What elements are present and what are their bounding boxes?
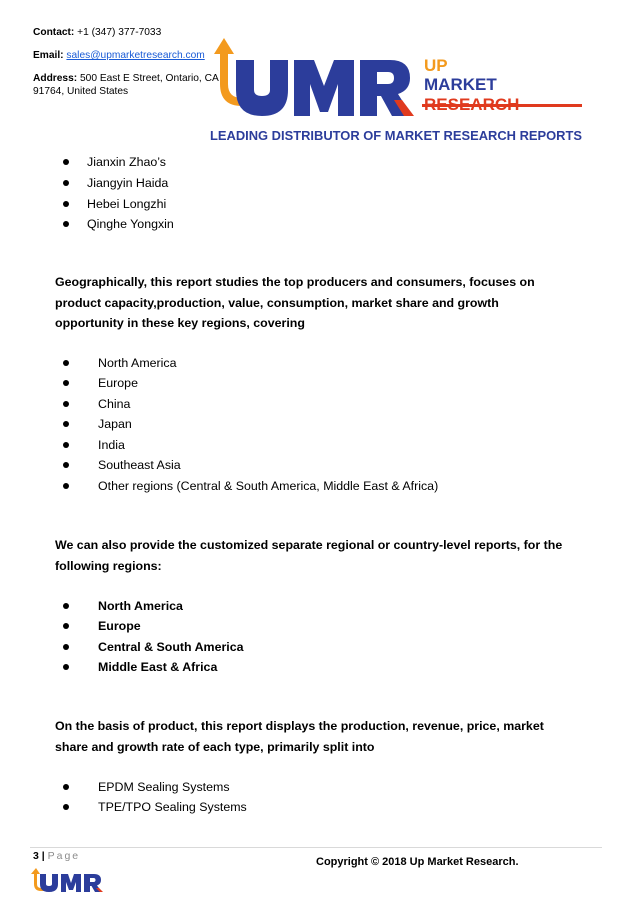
company-name: Qinghe Yongxin — [87, 217, 174, 231]
paragraph-line: following regions: — [55, 558, 162, 573]
paragraph-line: product capacity,production, value, consumption, market share and growth — [55, 295, 499, 310]
region-name: Japan — [98, 417, 132, 431]
region-name: Other regions (Central & South America, Middle East & Africa) — [98, 479, 439, 493]
bullet-icon — [63, 401, 69, 407]
paragraph-line: opportunity in these key regions, covering — [55, 316, 305, 330]
umr-small-logo-graphic — [30, 866, 116, 894]
logo-word-research: RESEARCH — [424, 95, 520, 114]
paragraph-line: Geographically, this report studies the top producers and consumers, focuses on — [55, 275, 535, 289]
paragraph-line: We can also provide the customized separate regional or country-level reports, for the — [55, 538, 563, 552]
contact-label: Contact: — [33, 27, 75, 38]
bullet-icon — [63, 664, 69, 670]
paragraph-line: On the basis of product, this report displays the production, revenue, price, market — [55, 719, 544, 733]
page-number — [33, 850, 80, 862]
product-name: TPE/TPO Sealing Systems — [98, 800, 247, 814]
product-name: EPDM Sealing Systems — [98, 780, 230, 794]
region-name: Europe — [98, 376, 138, 390]
company-logo — [206, 24, 586, 150]
bullet-icon — [63, 804, 69, 810]
bullet-icon — [63, 221, 69, 227]
custom-region-name: Middle East & Africa — [98, 660, 218, 674]
bullet-icon — [63, 442, 69, 448]
company-name: Jiangyin Haida — [87, 176, 169, 190]
bullet-icon — [63, 360, 69, 366]
email-link[interactable]: sales@upmarketresearch.com — [66, 50, 205, 61]
region-name: Southeast Asia — [98, 458, 181, 472]
paragraph-line: share and growth rate of each type, primarily split into — [55, 739, 375, 754]
region-name: India — [98, 438, 125, 452]
footer-logo — [30, 866, 116, 894]
contact-phone: +1 (347) 377-7033 — [77, 27, 162, 38]
contact-phone-row — [33, 26, 161, 39]
bullet-icon — [63, 644, 69, 650]
bullet-icon — [63, 784, 69, 790]
bullet-icon — [63, 623, 69, 629]
custom-paragraph — [55, 535, 600, 576]
logo-word-market: MARKET — [424, 75, 497, 94]
region-name: North America — [98, 356, 177, 370]
company-name: Jianxin Zhao’s — [87, 155, 166, 169]
company-name: Hebei Longzhi — [87, 197, 167, 211]
page-number-value: 3 — [33, 850, 39, 862]
address-line-2: 91764, United States — [33, 86, 129, 97]
copyright-text: Copyright © 2018 Up Market Research. — [316, 856, 519, 868]
footer-divider — [30, 847, 602, 848]
product-paragraph — [55, 716, 600, 757]
bullet-icon — [63, 462, 69, 468]
bullet-icon — [63, 483, 69, 489]
contact-email-row — [33, 49, 205, 62]
address-label: Address: — [33, 73, 78, 84]
bullet-icon — [63, 159, 69, 165]
page-separator: | — [38, 850, 48, 862]
contact-address-row-2 — [33, 85, 128, 98]
page-label: Page — [47, 850, 81, 862]
custom-region-name: Central & South America — [98, 640, 244, 654]
contact-address-row — [33, 72, 219, 85]
bullet-icon — [63, 421, 69, 427]
bullet-icon — [63, 201, 69, 207]
bullet-icon — [63, 603, 69, 609]
custom-region-name: North America — [98, 599, 183, 613]
bullet-icon — [63, 380, 69, 386]
bullet-icon — [63, 180, 69, 186]
custom-region-name: Europe — [98, 619, 141, 633]
address-line-1: 500 East E Street, Ontario, CA — [80, 73, 219, 84]
email-label: Email: — [33, 50, 64, 61]
region-name: China — [98, 397, 131, 411]
umr-logo-graphic — [206, 24, 586, 150]
logo-word-up: UP — [424, 56, 448, 75]
geo-paragraph — [55, 272, 600, 334]
logo-tagline: LEADING DISTRIBUTOR OF MARKET RESEARCH REPORTS — [210, 128, 583, 143]
